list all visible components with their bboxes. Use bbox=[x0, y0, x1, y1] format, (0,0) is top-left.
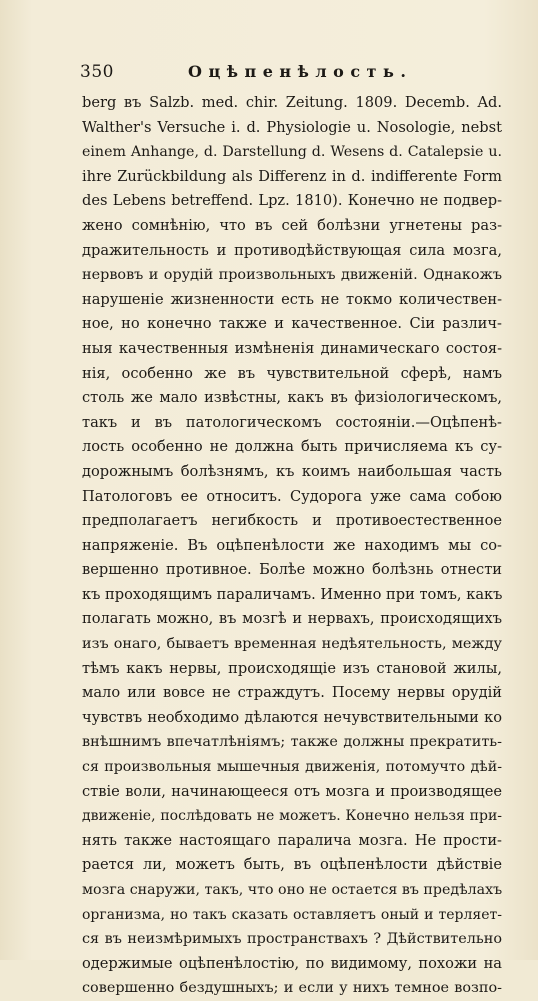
text-line: Патологовъ ее относитъ. Судорога уже сама собою bbox=[82, 487, 502, 505]
text-line: нія, особенно же въ чувствительной сферѣ, намъ bbox=[82, 364, 502, 382]
text-line: такъ и въ патологическомъ состояніи.—Оцѣпенѣ- bbox=[82, 413, 502, 431]
text-line: напряженіе. Въ оцѣпенѣлости же находимъ мы со- bbox=[82, 536, 502, 554]
text-line: нять также настоящаго паралича мозга. Не прости- bbox=[82, 831, 502, 849]
text-line: чувствъ необходимо дѣлаются нечувствительными ко bbox=[82, 708, 502, 726]
text-line: организма, но такъ сказать оставляетъ оный и терляет- bbox=[82, 906, 502, 923]
page-header bbox=[80, 62, 480, 86]
text-line: изъ онаго, бываетъ временная недѣятельность, между bbox=[82, 636, 502, 653]
text-line: совершенно бездушныхъ; и если у нихъ темное возпо- bbox=[82, 980, 502, 997]
text-line: къ проходящимъ параличамъ. Именно при томъ, какъ bbox=[82, 585, 502, 603]
text-line: ныя качественныя измѣненія динамическаго состоя- bbox=[82, 339, 502, 357]
text-line: ihre Zurückbildung als Differenz in d. indifferente Form bbox=[82, 167, 502, 185]
text-line: дражительность и противодѣйствующая сила мозга, bbox=[82, 241, 502, 259]
text-line: дорожнымъ болѣзнямъ, къ коимъ наибольшая часть bbox=[82, 462, 502, 480]
text-line: ствіе воли, начинающееся отъ мозга и производящее bbox=[82, 782, 502, 800]
text-line: ся въ неизмѣримыхъ пространствахъ ? Дѣйствительно bbox=[82, 931, 502, 948]
text-line: рается ли, можетъ быть, въ оцѣпенѣлости дѣйствіе bbox=[82, 856, 502, 874]
text-line: тѣмъ какъ нервы, происходящіе изъ становой жилы, bbox=[82, 659, 502, 677]
text-line: движеніе, послѣдовать не можетъ. Конечно нельзя при- bbox=[82, 808, 502, 825]
text-line: des Lebens betreffend. Lpz. 1810). Конечно не подвер- bbox=[82, 192, 502, 210]
text-line: мало или вовсе не страждутъ. Посему нервы орудій bbox=[82, 684, 502, 702]
text-line: столь же мало извѣстны, какъ въ физіологическомъ, bbox=[82, 389, 502, 407]
text-line: Walther's Versuche i. d. Physiologie u. Nosologie, nebst bbox=[82, 118, 502, 136]
text-line: нервовъ и орудій произвольныхъ движеній. Однакожъ bbox=[82, 267, 502, 284]
text-line: ся произвольныя мышечныя движенія, потомучто дѣй- bbox=[82, 759, 502, 776]
text-line: мозга снаружи, такъ, что оно не остается въ предѣлахъ bbox=[82, 882, 502, 898]
text-line: вершенно противное. Болѣе можно болѣзнь отнести bbox=[82, 561, 502, 579]
text-line: einem Anhange, d. Darstellung d. Wesens d. Catalepsie u. bbox=[82, 144, 502, 161]
text-line: жено сомнѣнію, что въ сей болѣзни угнетены раз- bbox=[82, 216, 502, 234]
text-line: ное, но конечно также и качественное. Сіи различ- bbox=[82, 315, 502, 333]
running-title: Оцѣпенѣлость. bbox=[188, 62, 413, 81]
page-number: 350 bbox=[80, 62, 114, 82]
text-line: одержимые оцѣпенѣлостію, по видимому, похожи на bbox=[82, 954, 502, 972]
text-line: нарушеніе жизненности есть не токмо количествен- bbox=[82, 290, 502, 308]
text-line: внѣшнимъ впечатлѣніямъ; также должны прекратить- bbox=[82, 734, 502, 751]
text-line: berg въ Salzb. med. chir. Zeitung. 1809. Decemb. Ad. bbox=[82, 94, 502, 111]
text-line: предполагаетъ негибкость и противоестественное bbox=[82, 512, 502, 530]
body-text bbox=[82, 91, 502, 1001]
text-line: лость особенно не должна быть причисляема къ су- bbox=[82, 438, 502, 456]
text-line: полагать можно, въ мозгѣ и нервахъ, происходящихъ bbox=[82, 610, 502, 628]
